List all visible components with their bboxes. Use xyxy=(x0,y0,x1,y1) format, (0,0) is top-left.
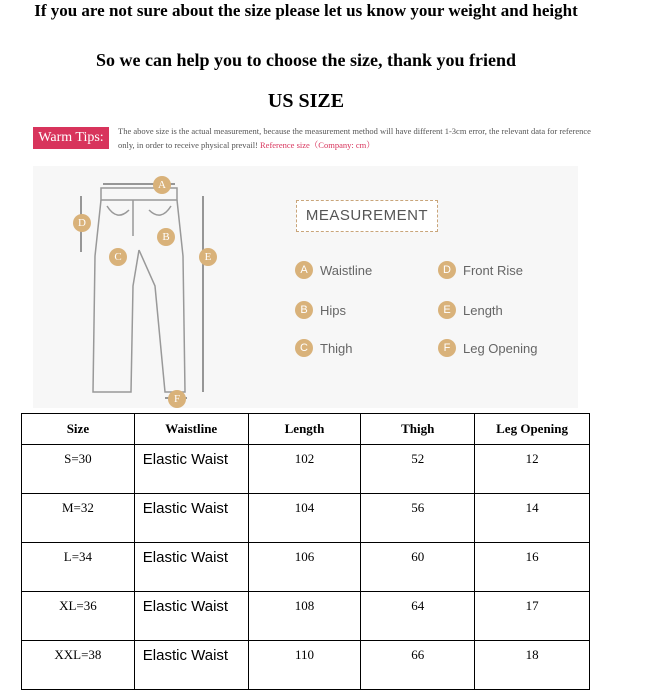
size-chart-table xyxy=(21,413,590,690)
warm-tips-badge: Warm Tips: xyxy=(33,127,109,149)
legend-key-icon: E xyxy=(438,301,456,319)
legend-label: Hips xyxy=(320,302,347,318)
legend-key-icon: B xyxy=(295,301,313,319)
letter-e-marker: E xyxy=(199,248,217,266)
legend-key-icon: A xyxy=(295,261,313,279)
cell-length: 104 xyxy=(248,494,361,543)
legend-key-icon: D xyxy=(438,261,456,279)
col-header-waistline: Waistline xyxy=(134,414,248,445)
notice-line-1: If you are not sure about the size please let us know your weight and height xyxy=(34,1,578,20)
cell-length: 106 xyxy=(248,543,361,592)
cell-leg-opening: 12 xyxy=(475,445,590,494)
cell-thigh: 56 xyxy=(361,494,475,543)
legend-item-thigh xyxy=(295,338,353,358)
legend-item-front-rise xyxy=(438,260,523,280)
cell-thigh: 64 xyxy=(361,592,475,641)
cell-size: XXL=38 xyxy=(22,641,135,690)
cell-length: 102 xyxy=(248,445,361,494)
table-row xyxy=(22,543,590,592)
warm-tips-text xyxy=(118,124,608,152)
legend-label: Leg Opening xyxy=(463,340,538,356)
col-header-length: Length xyxy=(248,414,361,445)
cell-leg-opening: 16 xyxy=(475,543,590,592)
cell-leg-opening: 17 xyxy=(475,592,590,641)
cell-thigh: 60 xyxy=(361,543,475,592)
cell-waistline: Elastic Waist xyxy=(134,641,248,690)
legend-item-hips xyxy=(295,300,346,320)
legend-key-icon: C xyxy=(295,339,313,357)
cell-length: 108 xyxy=(248,592,361,641)
pants-outline-icon xyxy=(33,166,233,408)
cell-size: XL=36 xyxy=(22,592,135,641)
cell-waistline: Elastic Waist xyxy=(134,592,248,641)
letter-f-marker: F xyxy=(168,390,186,408)
cell-size: M=32 xyxy=(22,494,135,543)
cell-leg-opening: 14 xyxy=(475,494,590,543)
col-header-leg-opening: Leg Opening xyxy=(475,414,590,445)
cell-size: L=34 xyxy=(22,543,135,592)
measurement-diagram xyxy=(33,166,578,408)
size-standard-title: US SIZE xyxy=(267,90,345,112)
legend-key-icon: F xyxy=(438,339,456,357)
table-row xyxy=(22,445,590,494)
letter-a-marker: A xyxy=(153,176,171,194)
table-row xyxy=(22,592,590,641)
table-row xyxy=(22,494,590,543)
col-header-size: Size xyxy=(22,414,135,445)
measurement-title: MEASUREMENT xyxy=(296,200,438,232)
cell-leg-opening: 18 xyxy=(475,641,590,690)
cell-waistline: Elastic Waist xyxy=(134,494,248,543)
legend-label: Length xyxy=(463,302,503,318)
cell-thigh: 66 xyxy=(361,641,475,690)
legend-label: Waistline xyxy=(320,262,373,278)
cell-waistline: Elastic Waist xyxy=(134,445,248,494)
cell-size: S=30 xyxy=(22,445,135,494)
table-header-row xyxy=(22,414,590,445)
reference-size-note: Reference size（Company: cm） xyxy=(260,140,375,150)
legend-label: Thigh xyxy=(320,340,353,356)
notice-line-2: So we can help you to choose the size, thank you friend xyxy=(95,50,517,70)
cell-length: 110 xyxy=(248,641,361,690)
cell-thigh: 52 xyxy=(361,445,475,494)
letter-b-marker: B xyxy=(157,228,175,246)
letter-d-marker: D xyxy=(73,214,91,232)
legend-item-waistline xyxy=(295,260,372,280)
table-row xyxy=(22,641,590,690)
cell-waistline: Elastic Waist xyxy=(134,543,248,592)
legend-item-leg-opening xyxy=(438,338,537,358)
legend-label: Front Rise xyxy=(463,262,523,278)
col-header-thigh: Thigh xyxy=(361,414,475,445)
warm-tips-main-text: The above size is the actual measurement, because the measurement method will have different 1-3cm error, the relevant data for reference only, in order to receive physical prevail! xyxy=(118,126,591,150)
letter-c-marker: C xyxy=(109,248,127,266)
legend-item-length xyxy=(438,300,503,320)
